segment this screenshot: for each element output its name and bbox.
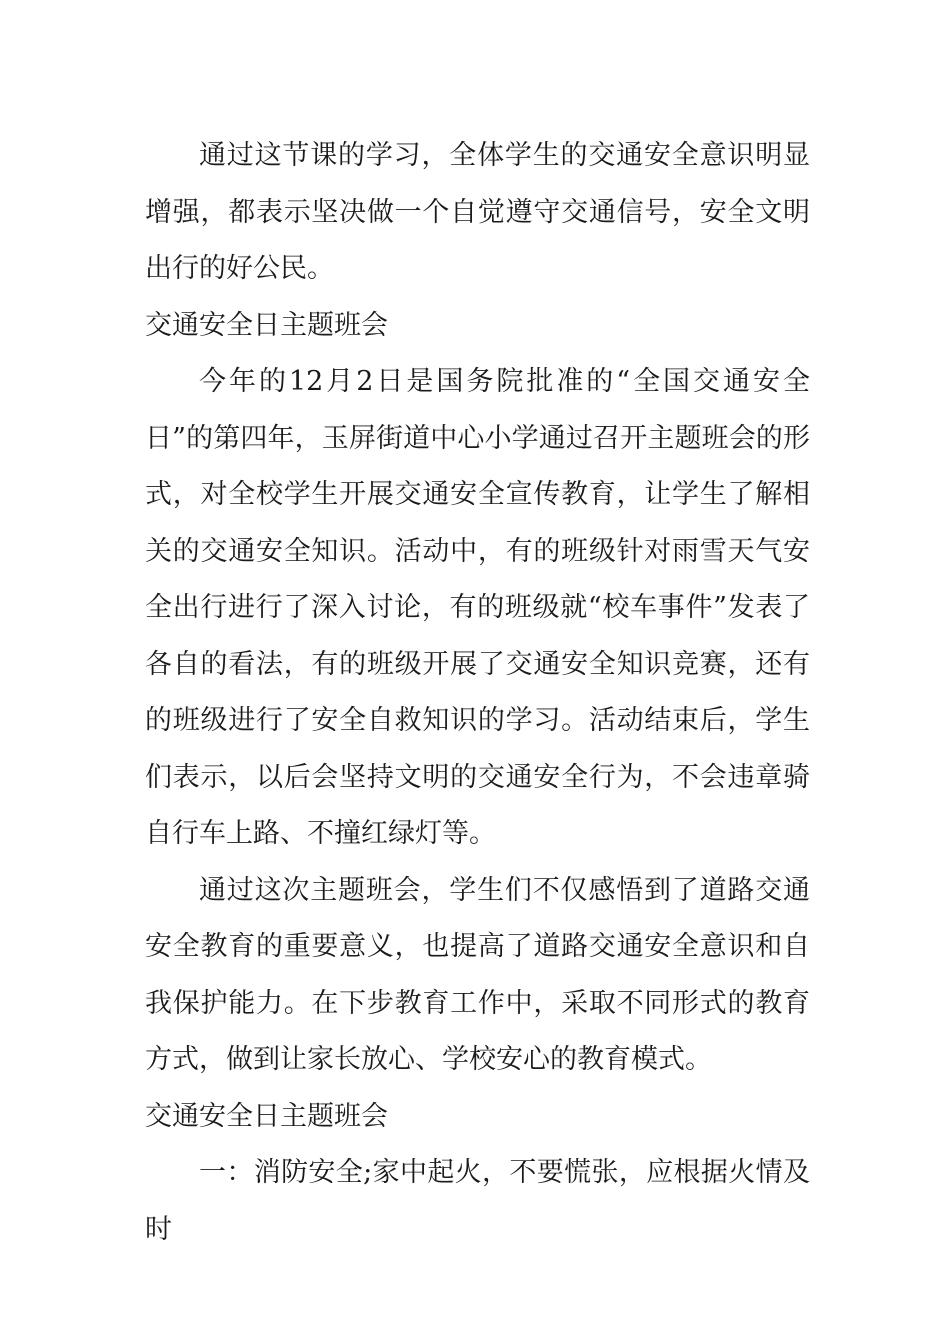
section-heading: 交通安全日主题班会 (145, 309, 388, 341)
paragraph-summary: 通过这节课的学习，全体学生的交通安全意识明显增强，都表示坚决做一个自觉遵守交通信号，安全文明出行的好公民。 (145, 140, 810, 284)
section-heading: 交通安全日主题班会 (145, 1100, 388, 1132)
document-body (145, 128, 810, 1258)
paragraph-activity: 今年的12月2日是国务院批准的“全国交通安全日”的第四年，玉屏街道中心小学通过召开主题班会的形式，对全校学生开展交通安全宣传教育，让学生了解相关的交通安全知识。活动中，有的班级针对雨雪天气安全出行进行了深入讨论，有的班级就“校车事件”发表了各自的看法，有的班级开展了交通安全知识竞赛，还有的班级进行了安全自救知识的学习。活动结束后，学生们表示，以后会坚持文明的交通安全行为，不会违章骑自行车上路、不撞红绿灯等。 (145, 366, 810, 849)
paragraph-conclusion: 通过这次主题班会，学生们不仅感悟到了道路交通安全教育的重要意义，也提高了道路交通安全意识和自我保护能力。在下步教育工作中，采取不同形式的教育方式，做到让家长放心、学校安心的教育模式。 (145, 874, 810, 1075)
paragraph-fire-safety: 一：消防安全;家中起火，不要慌张，应根据火情及时 (145, 1157, 810, 1245)
